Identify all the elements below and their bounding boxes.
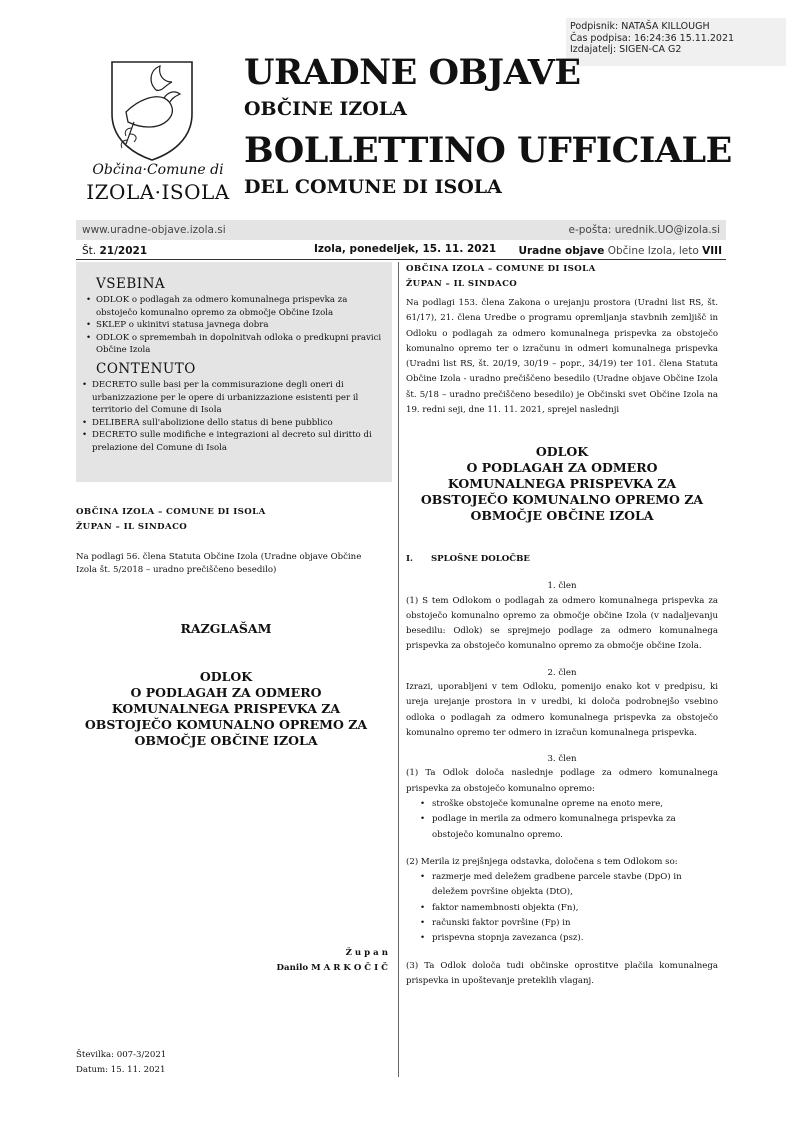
- right-header-municipality: OBČINA IZOLA – COMUNE DI ISOLA: [406, 264, 596, 274]
- right-odlok-title: ODLOK O PODLAGAH ZA ODMERO KOMUNALNEGA PRISPEVKA ZA OBSTOJEČO KOMUNALNO OPREMO ZA OBMOČJE OBČINE IZOLA: [420, 444, 704, 524]
- left-legal-basis: Na podlagi 56. člena Statuta Občine Izola (Uradne objave Občine Izola št. 5/2018 – uradno prečiščeno besedilo): [76, 552, 362, 576]
- title-slovenian: URADNE OBJAVE: [244, 52, 581, 93]
- issue-series: Uradne objave Občine Izola, leto VIII: [518, 245, 722, 257]
- right-column: [406, 262, 718, 989]
- right-header-mayor: ŽUPAN – IL SINDACO: [406, 279, 518, 289]
- toc-item[interactable]: • DECRETO sulle basi per la commisurazione degli oneri di urbanizzazione per le opere di urbanizzazione esistenti per il territorio del Comune di Isola: [92, 379, 386, 417]
- article-1-text: (1) S tem Odlokom o podlagah za odmero komunalnega prispevka za obstoječo komunalno opremo za območje občine Izola (v nadaljevanju besedilu: Odlok) se sprejmejo podlage za odmero komunalnega prispevka za obstoječo komunalno opremo za območje občine Izola.: [406, 595, 718, 652]
- signature-time: Čas podpisa: 16:24:36 15.11.2021: [570, 32, 735, 44]
- article-1-heading: 1. člen: [547, 581, 577, 592]
- toc-item[interactable]: • DECRETO sulle modifiche e integrazioni al decreto sul diritto di prelazione del Comune di Isola: [92, 429, 386, 454]
- column-divider: [398, 262, 399, 1077]
- left-header-municipality: OBČINA IZOLA – COMUNE DI ISOLA: [76, 507, 266, 517]
- digital-signature-box: [566, 18, 786, 66]
- signature-signer: Podpisnik: NATAŠA KILLOUGH: [570, 21, 710, 32]
- article-2-heading: 2. člen: [547, 667, 577, 678]
- article-3-list-1: [406, 797, 718, 843]
- toc-heading-sl: VSEBINA: [96, 276, 166, 292]
- article-3-paragraph-2: (2) Merila iz prejšnjega odstavka, določena s tem Odlokom so:: [406, 856, 678, 867]
- email-link[interactable]: e-pošta: urednik.UO@izola.si: [568, 224, 720, 236]
- website-link[interactable]: www.uradne-objave.izola.si: [82, 224, 226, 236]
- subtitle-slovenian: OBČINE IZOLA: [244, 98, 407, 120]
- list-item: • stroške obstoječe komunalne opreme na enoto mere,: [432, 797, 718, 812]
- municipal-crest-icon: [98, 56, 206, 164]
- list-item: • podlage in merila za odmero komunalnega prispevka za obstoječo komunalno opremo.: [432, 812, 718, 843]
- left-column: [76, 505, 376, 749]
- list-item: • razmerje med deležem gradbene parcele stavbe (DpO) in deležem površine objekta (DtO),: [432, 870, 718, 901]
- toc-item[interactable]: • ODLOK o spremembah in dopolnitvah odloka o predkupni pravici Občine Izola: [96, 332, 386, 357]
- issue-place-date: Izola, ponedeljek, 15. 11. 2021: [314, 243, 497, 255]
- mayor-name: Danilo M A R K O Č I Č: [276, 963, 388, 973]
- table-of-contents: [76, 262, 392, 482]
- article-3-list-2: [406, 870, 718, 946]
- toc-item[interactable]: • SKLEP o ukinitvi statusa javnega dobra: [96, 319, 386, 332]
- article-3-paragraph-3: (3) Ta Odlok določa tudi občinske oprostitve plačila komunalnega prispevka in upoštevanje preteklih vlaganj.: [406, 960, 718, 986]
- left-odlok-title: ODLOK O PODLAGAH ZA ODMERO KOMUNALNEGA PRISPEVKA ZA OBSTOJEČO KOMUNALNO OPREMO ZA OBMOČJE OBČINE IZOLA: [84, 669, 368, 749]
- municipality-italic: Občina·Comune di: [92, 162, 224, 178]
- municipality-name: [78, 162, 238, 204]
- article-3-paragraph-1: (1) Ta Odlok določa naslednje podlage za odmero komunalnega prispevka za obstoječo komunalno opremo:: [406, 768, 718, 794]
- list-item: • faktor namembnosti objekta (Fn),: [432, 901, 718, 916]
- list-item: • računski faktor površine (Fp) in: [432, 916, 718, 931]
- toc-list-it: [82, 379, 386, 455]
- toc-list-sl: [82, 294, 386, 357]
- municipality-caps: IZOLA·ISOLA: [86, 180, 230, 204]
- mayor-label: Ž u p a n: [345, 948, 388, 958]
- article-2-text: Izrazi, uporabljeni v tem Odloku, pomenijo enako kot v predpisu, ki ureja urejanje prostora in v uredbi, ki določa podrobnejšo vsebino odloka o podlagah za odmero komunalnega prispevka za obstoječo komunalno opremo ter odmero in izračun komunalnega prispevka.: [406, 681, 718, 738]
- mayor-signature: [240, 946, 388, 976]
- left-header-mayor: ŽUPAN – IL SINDACO: [76, 522, 188, 532]
- document-number: Številka: 007-3/2021: [76, 1050, 167, 1060]
- header-divider: [76, 259, 726, 260]
- contact-bar: [76, 220, 726, 240]
- subtitle-italian: DEL COMUNE DI ISOLA: [244, 176, 502, 198]
- proclamation-heading: RAZGLAŠAM: [180, 621, 272, 637]
- document-reference: [76, 1048, 166, 1078]
- toc-heading-it: CONTENUTO: [96, 360, 196, 377]
- section-heading: I. SPLOŠNE DOLOČBE: [406, 554, 530, 565]
- list-item: • prispevna stopnja zavezanca (psz).: [432, 931, 718, 946]
- toc-item[interactable]: • DELIBERA sull'abolizione dello status di bene pubblico: [92, 417, 386, 430]
- title-italian: BOLLETTINO UFFICIALE: [244, 130, 732, 171]
- document-date: Datum: 15. 11. 2021: [76, 1065, 166, 1075]
- right-intro-paragraph: Na podlagi 153. člena Zakona o urejanju prostora (Uradni list RS, št. 61/17), 21. člena Uredbe o programu opremljanja stavbnih zemljišč in Odloku o podlagah za odmero komunalnega prispevka za obstoječo komunalno opremo ter o izračunu in odmeri komunalnega prispevka (Uradni list RS, št. 20/19, 30/19 – popr., 34/19) ter 101. člena Statuta Občine Izola - uradno prečiščeno besedilo (Uradne objave Občine Izola št. 5/18 – uradno prečiščeno besedilo) je Občinski svet Občine Izola na 19. redni seji, dne 11. 11. 2021, sprejel naslednji: [406, 298, 718, 416]
- issue-number: Št. 21/2021: [82, 245, 148, 257]
- article-3-heading: 3. člen: [547, 754, 577, 765]
- issue-info-line: [76, 243, 726, 259]
- signature-issuer: Izdajatelj: SIGEN-CA G2: [570, 44, 682, 55]
- toc-item[interactable]: • ODLOK o podlagah za odmero komunalnega prispevka za obstoječo komunalno opremo za območje Občine Izola: [96, 294, 386, 319]
